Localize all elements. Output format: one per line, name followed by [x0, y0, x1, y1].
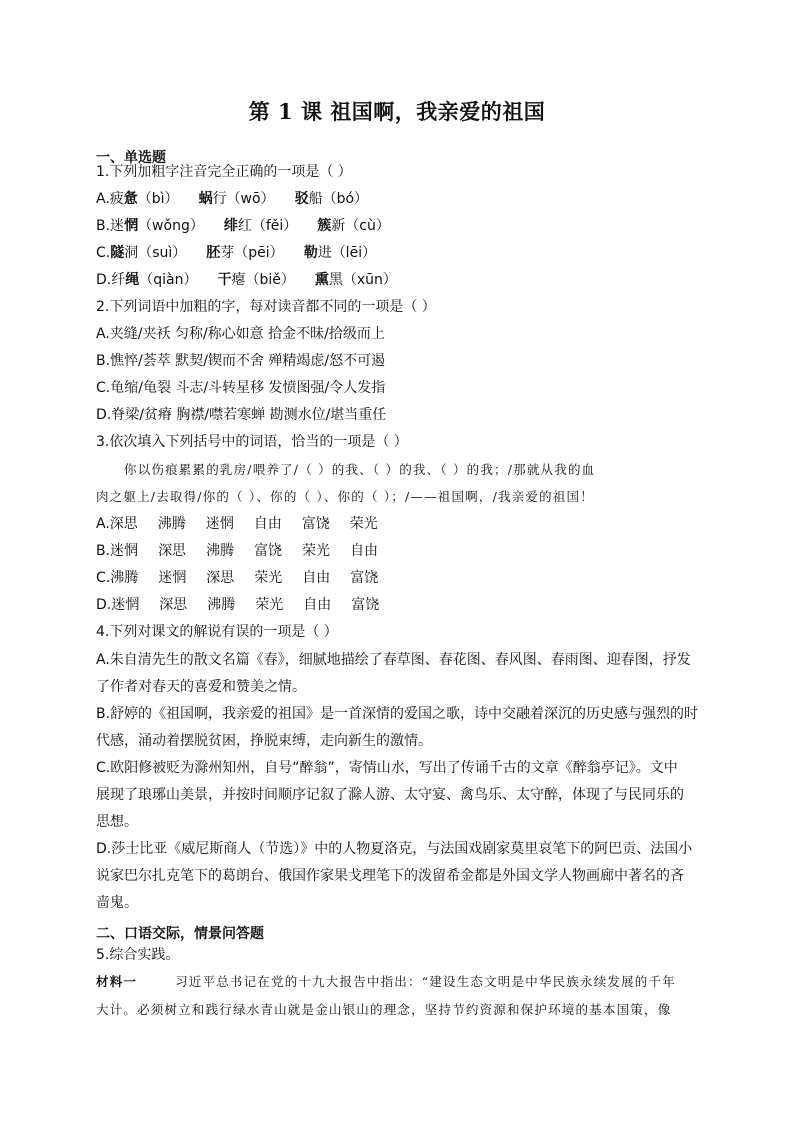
question-2-option-c: C.龟缩/龟裂 斗志/斗转星移 发愤图强/令人发指 [96, 380, 386, 396]
question-3-poem-line-2: 肉之躯上/去取得/你的（ ）、你的（ ）、你的（ ）；/——祖国啊，/我亲爱的祖国！ [96, 489, 594, 504]
question-3-option-a: A.深思 沸腾 迷惘 自由 富饶 荣光 [96, 516, 378, 532]
question-4-option-d-line-3: 啬鬼。 [96, 895, 138, 911]
question-2-option-a: A.夹缝/夹袄 匀称/称心如意 拾金不昧/拾级而上 [96, 326, 385, 342]
question-4-option-c-line-3: 思想。 [96, 814, 138, 830]
question-4-option-d-line-1: D.莎士比亚《威尼斯商人（节选）》中的人物夏洛克，与法国戏剧家莫里哀笔下的阿巴贡、法国小 [96, 841, 693, 857]
question-3-option-c: C.沸腾 迷惘 深思 荣光 自由 富饶 [96, 570, 379, 586]
question-4-option-a-line-2: 了作者对春天的喜爱和赞美之情。 [96, 679, 306, 695]
question-2-option-b: B.憔悴/荟萃 默契/锲而不舍 殚精竭虑/怒不可遏 [96, 353, 386, 369]
question-4-option-b-line-1: B.舒婷的《祖国啊，我亲爱的祖国》是一首深情的爱国之歌，诗中交融着深沉的历史感与强烈的时 [96, 706, 699, 722]
question-1-option-d: D.纤绳（qiàn） 干瘪（biě） 熏黑（xūn） [96, 272, 397, 288]
question-5-material-line-1 [96, 972, 676, 992]
question-1-option-a: A.疲惫（bì） 蜗行（wō） 驳船（bó） [96, 191, 369, 207]
question-4-option-d-line-2: 说家巴尔扎克笔下的葛朗台、俄国作家果戈理笔下的泼留希金都是外国文学人物画廊中著名的吝 [96, 868, 684, 884]
question-4-option-a-line-1: A.朱自清先生的散文名篇《春》，细腻地描绘了春草图、春花图、春风图、春雨图、迎春图，抒发 [96, 652, 691, 668]
material-text: 习近平总书记在党的十九大报告中指出：“建设生态文明是中华民族永续发展的千年 [175, 974, 676, 989]
question-1-stem: 1.下列加粗字注音完全正确的一项是（ ） [96, 164, 352, 180]
question-3-option-d: D.迷惘 深思 沸腾 荣光 自由 富饶 [96, 597, 380, 613]
material-label: 材料一 [96, 974, 138, 989]
question-4-option-c-line-1: C.欧阳修被贬为滁州知州，自号“醉翁”，寄情山水，写出了传诵千古的文章《醉翁亭记》。文中 [96, 760, 678, 776]
question-3-stem: 3.依次填入下列括号中的词语，恰当的一项是（ ） [96, 434, 408, 450]
question-5-material-line-2: 大计。必须树立和践行绿水青山就是金山银山的理念，坚持节约资源和保护环境的基本国策，像 [96, 1002, 672, 1017]
question-2-stem: 2.下列词语中加粗的字，每对读音都不同的一项是（ ） [96, 299, 436, 315]
section-heading-single-choice: 一、单选题 [96, 150, 166, 166]
question-2-option-d: D.脊梁/贫瘠 胸襟/噤若寒蝉 勘测水位/堪当重任 [96, 407, 387, 423]
question-4-option-b-line-2: 代感，涌动着摆脱贫困，挣脱束缚，走向新生的激情。 [96, 733, 432, 749]
question-3-poem-line-1: 你以伤痕累累的乳房/喂养了/（ ）的我、（ ）的我、（ ）的我；/那就从我的血 [124, 462, 596, 477]
question-3-option-b: B.迷惘 深思 沸腾 富饶 荣光 自由 [96, 543, 379, 559]
question-5-stem: 5.综合实践。 [96, 947, 180, 963]
question-1-option-b: B.迷惘（wǒng） 绯红（fěi） 簇新（cù） [96, 218, 390, 234]
question-1-option-c: C.隧洞（suì） 胚芽（pēi） 勒进（lēi） [96, 245, 377, 261]
page-title: 第 1 课 祖国啊，我亲爱的祖国 [248, 99, 546, 124]
section-heading-oral-communication: 二、口语交际，情景问答题 [96, 926, 264, 942]
question-4-option-c-line-2: 展现了琅琊山美景，并按时间顺序记叙了滁人游、太守宴、禽鸟乐、太守醉，体现了与民同乐的 [96, 787, 684, 803]
question-4-stem: 4.下列对课文的解说有误的一项是（ ） [96, 624, 338, 640]
